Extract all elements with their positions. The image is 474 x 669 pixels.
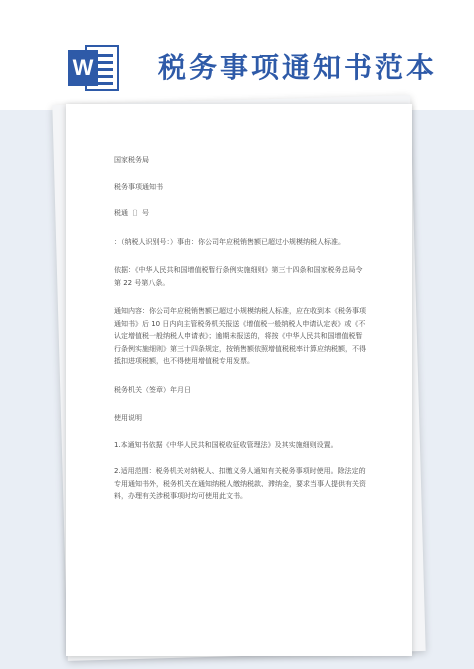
addressee-paragraph: ：（纳税人识别号：）事由：你公司年应税销售额已超过小规模纳税人标准。 — [114, 237, 345, 246]
doc-number-line: 税通〔〕号 — [114, 209, 149, 217]
basis-paragraph: 依据：《中华人民共和国增值税暂行条例实施细则》第三十四条和国家税务总局令第 22 号第八条。 — [114, 266, 363, 287]
doc-type-line: 税务事项通知书 — [114, 182, 163, 191]
authority-line: 国家税务局 — [114, 156, 149, 164]
document-page — [66, 104, 412, 656]
page-title: 税务事项通知书范本 — [158, 51, 438, 84]
usage-item-2: 2.适用范围：税务机关对纳税人、扣缴义务人通知有关税务事项时使用。除法定的专用通知书外，税务机关在通知纳税人缴纳税款、滞纳金，要求当事人提供有关资料，办理有关涉税事项时均可使用此文书。 — [114, 467, 366, 500]
usage-heading: 使用说明 — [114, 414, 142, 422]
signature-line: 税务机关（签章）年月日 — [114, 385, 191, 394]
word-document-icon — [66, 42, 120, 94]
notice-paragraph: 通知内容：你公司年应税销售额已超过小规模纳税人标准，应在收到本《税务事项通知书》后 10 日内向主管税务机关报送《增值税一般纳税人申请认定表》或《不认定增值税一般纳税人申请表》；逾期未报送的，将按《中华人民共和国增值税暂行条例实施细则》第三十四条规定，按销售额依照增值税税率计算应纳税额，不得抵扣进项税额，也不得使用增值税专用发票。 — [114, 307, 366, 365]
document-body — [114, 154, 369, 503]
usage-item-1: 1.本通知书依据《中华人民共和国税收征收管理法》及其实施细则设置。 — [114, 440, 338, 449]
header-banner — [0, 0, 474, 110]
logo-letter: W — [72, 55, 94, 80]
